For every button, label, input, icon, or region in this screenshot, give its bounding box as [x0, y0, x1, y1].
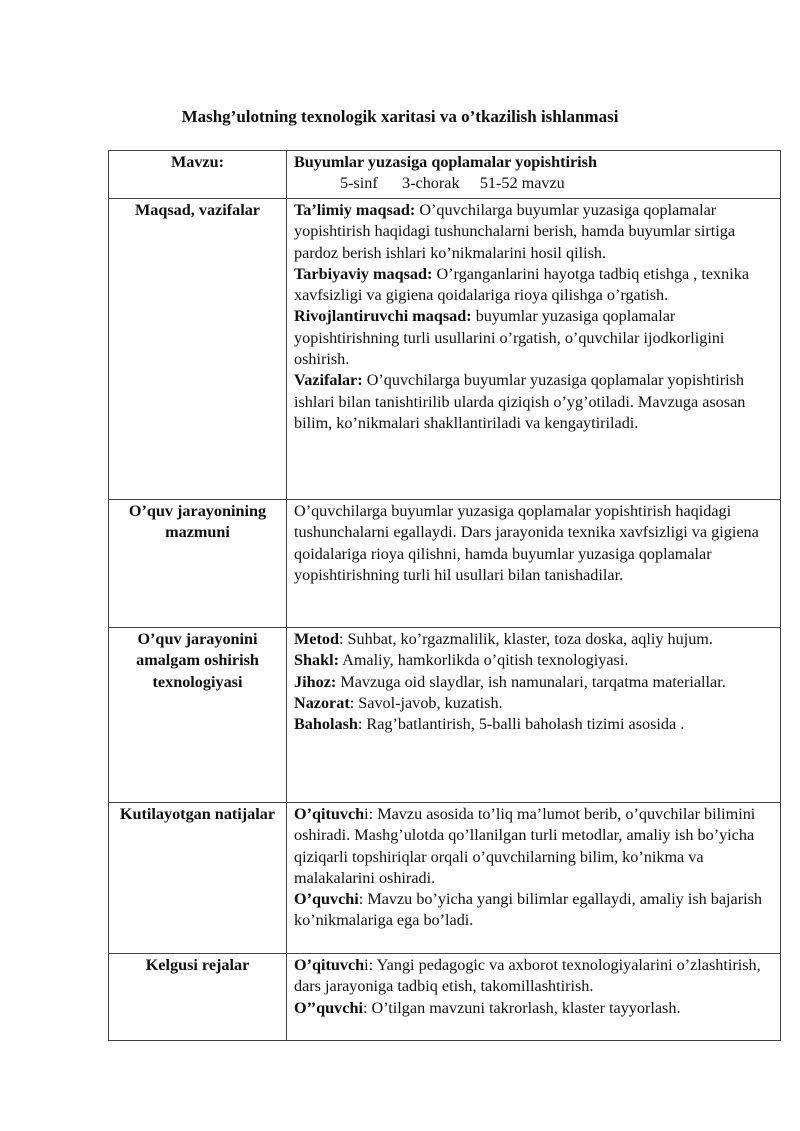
tasks-key: Vazifalar:	[294, 371, 363, 390]
plan-teacher	[294, 955, 773, 998]
control	[294, 693, 773, 714]
table-row	[109, 803, 781, 954]
equipment	[294, 672, 773, 693]
row-label-texnologiya: O’quv jarayonini amalgam oshirish texnologiyasi	[109, 628, 287, 803]
row-value-mavzu	[287, 151, 781, 199]
lesson-plan-table	[108, 150, 781, 1041]
topic-title: Buyumlar yuzasiga qoplamalar yopishtirish	[294, 153, 597, 171]
row-value-natija	[287, 803, 781, 954]
result-student-key: O’quvchi	[294, 890, 359, 909]
result-teacher-text: i: Mavzu asosida to’liq ma’lumot berib, o’quvchilar bilimini oshiradi. Mashg’ulotda qo’llanilgan turli metodlar, amaliy ish bo’yicha qiziqarli topshiriqlar orqali o’quvchilarning bilim, ko’nikma va malakalarini oshiradi.	[294, 805, 756, 887]
plan-student-text: : O’tilgan mavzuni takrorlash, klaster tayyorlash.	[362, 998, 681, 1017]
result-teacher	[294, 804, 773, 889]
plan-student	[294, 998, 773, 1019]
grade: 5-sinf	[340, 174, 378, 193]
goal-developmental-key: Rivojlantiruvchi maqsad:	[294, 307, 472, 326]
row-label-mavzu: Mavzu:	[109, 151, 287, 199]
document-title: Mashg’ulotning texnologik xaritasi va o’tkazilish ishlanmasi	[181, 107, 619, 126]
method-key: Metod	[294, 630, 339, 648]
result-student-text: : Mavzu bo’yicha yangi bilimlar egallaydi, amaliy ish bajarish ko’nikmalariga ega bo’ladi.	[294, 890, 763, 930]
control-text: : Savol-javob, kuzatish.	[349, 693, 503, 712]
topic-meta	[294, 173, 773, 194]
form-key: Shakl:	[294, 651, 339, 670]
form	[294, 650, 773, 671]
row-value-maqsad	[287, 199, 781, 500]
assessment-key: Baholash	[294, 715, 358, 734]
row-value-texnologiya	[287, 628, 781, 803]
result-teacher-key: O’qituvch	[294, 805, 365, 823]
equipment-text: Mavzuga oid slaydlar, ish namunalari, tarqatma materiallar.	[336, 672, 726, 691]
goal-educational-key: Ta’limiy maqsad:	[294, 201, 416, 219]
goal-educational	[294, 200, 773, 264]
row-label-reja: Kelgusi rejalar	[109, 954, 287, 1041]
table-row	[109, 199, 781, 500]
plan-teacher-text: i: Yangi pedagogic va axborot texnologiyalarini o’zlashtirish, dars jarayoniga tadbiq etish, takomillashtirish.	[294, 956, 761, 996]
goal-developmental-text: buyumlar yuzasiga qoplamalar yopishtirishning turli usullarini o’rgatish, o’quvchilar ijodkorligini oshirish.	[294, 307, 725, 369]
goal-upbringing	[294, 264, 773, 307]
goal-educational-text: O’quvchilarga buyumlar yuzasiga qoplamalar yopishtirish haqidagi tushunchalarni berish, hamda buyumlar sirtiga pardoz berish ishlari ko’nikmalarini hosil qilish.	[294, 201, 736, 262]
row-value-reja	[287, 954, 781, 1041]
goal-upbringing-text: O’rganganlarini hayotga tadbiq etishga , texnika xavfsizligi va gigiena qoidalariga rioya qilishga o’rgatish.	[294, 264, 750, 305]
row-label-maqsad: Maqsad, vazifalar	[109, 199, 287, 500]
lesson-number: 51-52 mavzu	[479, 174, 565, 193]
assessment	[294, 714, 773, 735]
table-row	[109, 151, 781, 199]
method	[294, 629, 773, 650]
result-student	[294, 889, 773, 932]
form-text: Amaliy, hamkorlikda o’qitish texnologiyasi.	[339, 651, 629, 670]
plan-student-key: O’’quvchi	[294, 998, 363, 1017]
row-label-natija: Kutilayotgan natijalar	[109, 803, 287, 954]
method-text: : Suhbat, ko’rgazmalilik, klaster, toza doska, aqliy hujum.	[338, 630, 713, 648]
table-row	[109, 628, 781, 803]
row-value-mazmun: O’quvchilarga buyumlar yuzasiga qoplamalar yopishtirish haqidagi tushunchalarni egallaydi. Dars jarayonida texnika xavfsizligi va gigiena qoidalariga rioya qilishni, hamda buyumlar yuzasiga qoplamalar yopishtirishning turli hil usullari bilan tanishadilar.	[287, 500, 781, 628]
tasks	[294, 370, 773, 434]
control-key: Nazorat	[294, 693, 350, 712]
table-row	[109, 500, 781, 628]
goal-upbringing-key: Tarbiyaviy maqsad:	[294, 264, 433, 283]
plan-teacher-key: O’qituvch	[294, 956, 365, 974]
tasks-text: O’quvchilarga buyumlar yuzasiga qoplamalar yopishtirish ishlari bilan tanishtirilib ularda qiziqish o’yg’otiladi. Mavzuga asosan bilim, ko’nikmalari shakllantiriladi va kengaytiriladi.	[294, 371, 746, 432]
goal-developmental	[294, 306, 773, 370]
quarter: 3-chorak	[402, 174, 460, 193]
assessment-text: : Rag’batlantirish, 5-balli baholash tizimi asosida .	[357, 715, 685, 734]
table-row	[109, 954, 781, 1041]
equipment-key: Jihoz:	[294, 672, 337, 691]
row-label-mazmun: O’quv jarayonining mazmuni	[109, 500, 287, 628]
